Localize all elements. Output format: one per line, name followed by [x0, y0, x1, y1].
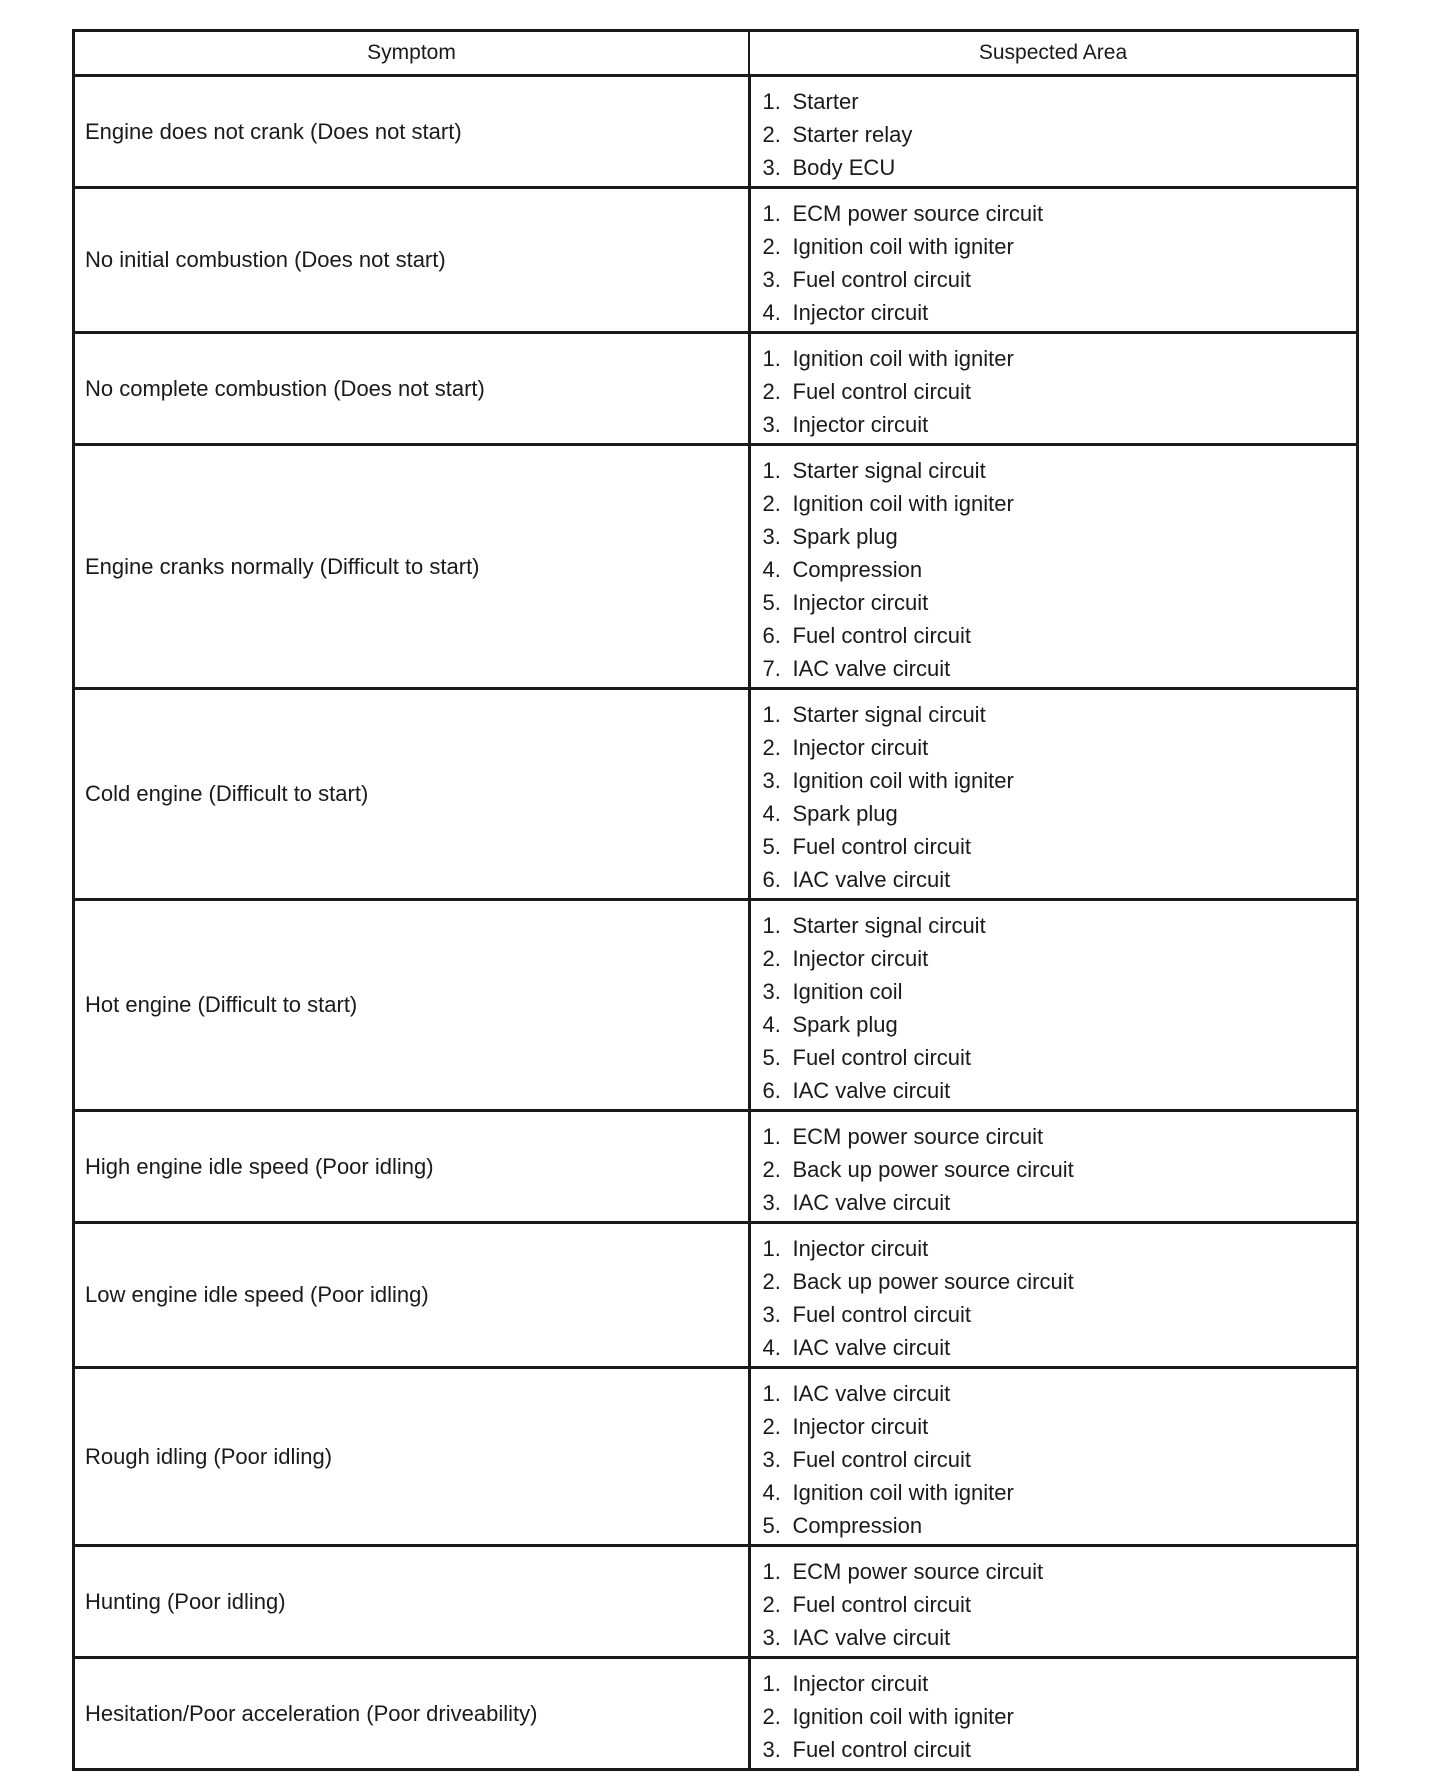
suspected-area-cell [749, 76, 1356, 188]
list-item [763, 1377, 1357, 1410]
list-item-number: 2. [762, 1157, 781, 1182]
list-item-text: Starter [792, 89, 859, 114]
suspected-area-list [763, 1120, 1357, 1219]
list-item-number: 1. [762, 346, 781, 371]
table-row [75, 188, 1356, 333]
list-item [763, 487, 1357, 520]
list-item-text: Fuel control circuit [792, 834, 972, 859]
suspected-area-cell [749, 188, 1356, 333]
list-item [763, 454, 1357, 487]
list-item-number: 3. [762, 155, 781, 180]
list-item [763, 520, 1357, 553]
list-item [763, 1476, 1357, 1509]
list-item-number: 1. [762, 1124, 781, 1149]
list-item-text: Ignition coil with igniter [792, 346, 1014, 371]
list-item-number: 2. [762, 379, 781, 404]
list-item [763, 118, 1357, 151]
list-item-number: 3. [762, 768, 781, 793]
list-item [763, 1074, 1357, 1107]
suspected-area-list [763, 1377, 1357, 1542]
list-item-text: Injector circuit [792, 1236, 929, 1261]
list-item [763, 652, 1357, 685]
list-item [763, 1443, 1357, 1476]
table-row [75, 900, 1356, 1111]
list-item-text: Fuel control circuit [792, 1447, 972, 1472]
list-item-number: 1. [762, 1671, 781, 1696]
list-item-text: Fuel control circuit [792, 1592, 972, 1617]
list-item-text: Injector circuit [792, 300, 929, 325]
table-row [75, 1658, 1356, 1769]
list-item-number: 1. [762, 89, 781, 114]
list-item-text: Injector circuit [792, 735, 929, 760]
list-item-number: 5. [762, 590, 781, 615]
list-item-number: 1. [762, 913, 781, 938]
list-item-text: Ignition coil [792, 979, 903, 1004]
list-item-number: 3. [762, 1302, 781, 1327]
suspected-area-cell [749, 1658, 1356, 1769]
list-item-number: 1. [762, 458, 781, 483]
suspected-area-list [763, 197, 1357, 329]
list-item [763, 1041, 1357, 1074]
suspected-area-list [763, 698, 1357, 896]
list-item-number: 1. [762, 201, 781, 226]
list-item-number: 2. [762, 122, 781, 147]
list-item-number: 4. [762, 1335, 781, 1360]
list-item [763, 764, 1357, 797]
symptom-cell: Engine does not crank (Does not start) [75, 76, 749, 188]
list-item-number: 2. [762, 1269, 781, 1294]
suspected-area-cell [749, 333, 1356, 445]
list-item-number: 5. [762, 1045, 781, 1070]
list-item [763, 731, 1357, 764]
list-item-number: 3. [762, 412, 781, 437]
list-item-text: Injector circuit [792, 412, 929, 437]
list-item-text: Compression [792, 557, 923, 582]
list-item [763, 296, 1357, 329]
list-item-text: Spark plug [792, 524, 898, 549]
list-item-number: 4. [762, 1480, 781, 1505]
table-row [75, 1223, 1356, 1368]
list-item-text: IAC valve circuit [792, 867, 951, 892]
table-row [75, 76, 1356, 188]
header-row [75, 32, 1356, 76]
list-item-text: Injector circuit [792, 946, 929, 971]
suspected-area-list [763, 909, 1357, 1107]
suspected-area-cell [749, 900, 1356, 1111]
suspected-area-cell [749, 1111, 1356, 1223]
list-item-number: 5. [762, 1513, 781, 1538]
table-row [75, 445, 1356, 689]
table-row [75, 689, 1356, 900]
list-item-number: 2. [762, 1414, 781, 1439]
header-symptom: Symptom [75, 32, 749, 76]
list-item [763, 1186, 1357, 1219]
symptom-cell: Low engine idle speed (Poor idling) [75, 1223, 749, 1368]
list-item-text: ECM power source circuit [792, 201, 1044, 226]
list-item [763, 909, 1357, 942]
list-item [763, 1667, 1357, 1700]
list-item-number: 4. [762, 1012, 781, 1037]
list-item [763, 942, 1357, 975]
list-item [763, 375, 1357, 408]
list-item-text: IAC valve circuit [792, 656, 951, 681]
list-item [763, 151, 1357, 184]
list-item-number: 3. [762, 1737, 781, 1762]
list-item [763, 1509, 1357, 1542]
symptom-cell: High engine idle speed (Poor idling) [75, 1111, 749, 1223]
symptom-cell: Rough idling (Poor idling) [75, 1368, 749, 1546]
suspected-area-list [763, 1555, 1357, 1654]
symptom-cell: Hot engine (Difficult to start) [75, 900, 749, 1111]
list-item-text: IAC valve circuit [792, 1625, 951, 1650]
symptom-cell: Engine cranks normally (Difficult to start) [75, 445, 749, 689]
suspected-area-list [763, 342, 1357, 441]
list-item-text: Injector circuit [792, 1671, 929, 1696]
list-item [763, 1621, 1357, 1654]
list-item-text: Spark plug [792, 801, 898, 826]
list-item-number: 2. [762, 735, 781, 760]
list-item-text: IAC valve circuit [792, 1381, 951, 1406]
list-item-number: 2. [762, 1704, 781, 1729]
list-item-text: Fuel control circuit [792, 623, 972, 648]
list-item-text: IAC valve circuit [792, 1078, 951, 1103]
list-item [763, 85, 1357, 118]
list-item-text: Ignition coil with igniter [792, 1480, 1014, 1505]
list-item-text: Ignition coil with igniter [792, 234, 1014, 259]
list-item-number: 4. [762, 557, 781, 582]
list-item-number: 2. [762, 1592, 781, 1617]
list-item-number: 3. [762, 1625, 781, 1650]
list-item [763, 197, 1357, 230]
list-item [763, 1588, 1357, 1621]
list-item-text: Starter signal circuit [792, 913, 986, 938]
list-item [763, 830, 1357, 863]
symptom-cell: Cold engine (Difficult to start) [75, 689, 749, 900]
header-suspected-area: Suspected Area [749, 32, 1356, 76]
symptom-cell: No complete combustion (Does not start) [75, 333, 749, 445]
list-item-text: Starter signal circuit [792, 458, 986, 483]
list-item-text: IAC valve circuit [792, 1190, 951, 1215]
list-item-text: Starter relay [792, 122, 913, 147]
list-item-number: 7. [762, 656, 781, 681]
list-item-text: Spark plug [792, 1012, 898, 1037]
list-item-text: Fuel control circuit [792, 1302, 972, 1327]
list-item [763, 1331, 1357, 1364]
list-item-text: Fuel control circuit [792, 379, 972, 404]
list-item [763, 797, 1357, 830]
list-item-number: 6. [762, 1078, 781, 1103]
suspected-area-cell [749, 1546, 1356, 1658]
list-item [763, 586, 1357, 619]
list-item-text: Back up power source circuit [792, 1269, 1074, 1294]
list-item [763, 408, 1357, 441]
list-item [763, 1733, 1357, 1766]
list-item-number: 3. [762, 979, 781, 1004]
list-item-text: IAC valve circuit [792, 1335, 951, 1360]
symptom-cell: Hunting (Poor idling) [75, 1546, 749, 1658]
symptom-cell: Hesitation/Poor acceleration (Poor driveability) [75, 1658, 749, 1769]
list-item-text: Injector circuit [792, 590, 929, 615]
list-item [763, 698, 1357, 731]
list-item-text: Back up power source circuit [792, 1157, 1074, 1182]
list-item-number: 6. [762, 623, 781, 648]
list-item [763, 1298, 1357, 1331]
list-item [763, 553, 1357, 586]
table-body [75, 76, 1356, 1769]
table-row [75, 1111, 1356, 1223]
suspected-area-list [763, 454, 1357, 685]
list-item-number: 2. [762, 234, 781, 259]
list-item-number: 2. [762, 946, 781, 971]
list-item-number: 3. [762, 1190, 781, 1215]
troubleshooting-table-frame [72, 29, 1359, 1771]
list-item-text: ECM power source circuit [792, 1559, 1044, 1584]
table-row [75, 333, 1356, 445]
list-item [763, 975, 1357, 1008]
table-row [75, 1368, 1356, 1546]
list-item-text: Starter signal circuit [792, 702, 986, 727]
list-item [763, 1555, 1357, 1588]
list-item-text: Body ECU [792, 155, 896, 180]
list-item-text: Fuel control circuit [792, 267, 972, 292]
suspected-area-cell [749, 1223, 1356, 1368]
list-item-text: Ignition coil with igniter [792, 491, 1014, 516]
list-item-text: Ignition coil with igniter [792, 1704, 1014, 1729]
suspected-area-list [763, 1232, 1357, 1364]
suspected-area-list [763, 85, 1357, 184]
list-item-text: Compression [792, 1513, 923, 1538]
list-item-number: 5. [762, 834, 781, 859]
list-item-text: Fuel control circuit [792, 1737, 972, 1762]
table-row [75, 1546, 1356, 1658]
list-item [763, 342, 1357, 375]
list-item [763, 1410, 1357, 1443]
symptom-table [75, 32, 1356, 1768]
list-item-text: Ignition coil with igniter [792, 768, 1014, 793]
suspected-area-cell [749, 689, 1356, 900]
list-item [763, 230, 1357, 263]
list-item [763, 1700, 1357, 1733]
list-item-number: 1. [762, 1236, 781, 1261]
list-item-text: Injector circuit [792, 1414, 929, 1439]
list-item-number: 3. [762, 267, 781, 292]
list-item [763, 263, 1357, 296]
list-item-number: 6. [762, 867, 781, 892]
list-item-number: 1. [762, 1381, 781, 1406]
list-item [763, 1265, 1357, 1298]
list-item [763, 1232, 1357, 1265]
symptom-cell: No initial combustion (Does not start) [75, 188, 749, 333]
list-item-number: 3. [762, 1447, 781, 1472]
list-item-text: ECM power source circuit [792, 1124, 1044, 1149]
suspected-area-cell [749, 1368, 1356, 1546]
list-item-number: 4. [762, 300, 781, 325]
suspected-area-list [763, 1667, 1357, 1766]
list-item-number: 3. [762, 524, 781, 549]
list-item [763, 1153, 1357, 1186]
list-item-number: 1. [762, 1559, 781, 1584]
list-item-number: 2. [762, 491, 781, 516]
list-item [763, 1008, 1357, 1041]
list-item [763, 619, 1357, 652]
list-item [763, 1120, 1357, 1153]
list-item [763, 863, 1357, 896]
list-item-number: 4. [762, 801, 781, 826]
list-item-number: 1. [762, 702, 781, 727]
list-item-text: Fuel control circuit [792, 1045, 972, 1070]
suspected-area-cell [749, 445, 1356, 689]
